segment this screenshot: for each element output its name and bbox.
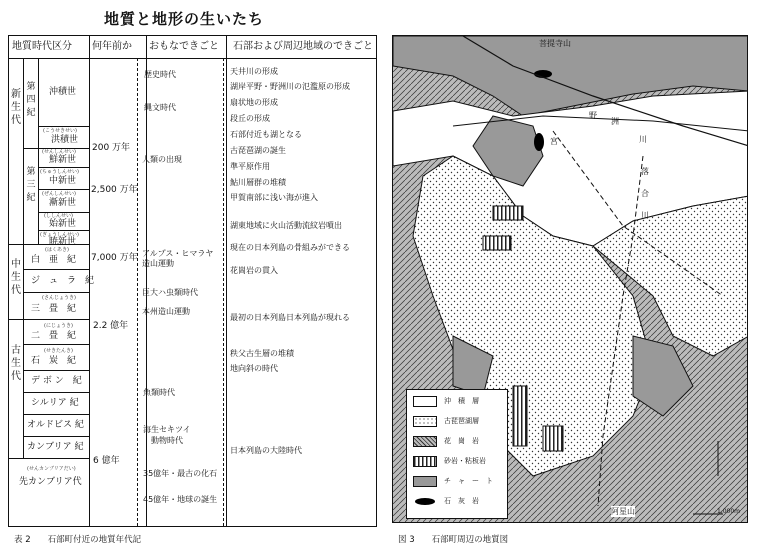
- period-jurassic: ジ ュ ラ 紀: [31, 276, 95, 286]
- legend-paleo-biwa: 古琵琶湖層: [413, 416, 503, 429]
- epoch-eocene: 始新世: [49, 219, 77, 229]
- local-paleo-biwa: 古琵琶湖の誕生: [230, 146, 286, 155]
- legend-sandstone: 砂岩・粘板岩: [413, 456, 503, 469]
- local-granite: 花崗岩の貫入: [230, 266, 278, 275]
- label-river2-a: 落: [641, 167, 649, 176]
- label-ami: 阿星山: [611, 507, 635, 516]
- epoch-diluvium: 洪積世: [51, 135, 79, 145]
- header-era-division: 地質時代区分: [12, 41, 72, 52]
- event-earth-birth: 45億年・地球の誕生: [143, 495, 218, 504]
- event-orogeny: 造山運動: [142, 259, 174, 268]
- years-70m: 7,000 万年: [91, 253, 138, 263]
- local-terrace: 段丘の形成: [230, 114, 270, 123]
- local-continental: 日本列島の大陸時代: [230, 446, 302, 455]
- era-paleozoic: 古 生 代: [11, 345, 21, 382]
- label-river1-c: 川: [639, 135, 647, 144]
- label-river2-c: 川: [641, 211, 649, 220]
- event-historical: 歴史時代: [144, 70, 176, 79]
- map-caption: 図 3 石部町周辺の地質図: [398, 535, 509, 545]
- header-years-ago: 何年前か: [92, 41, 132, 52]
- years-25m: 2,500 万年: [91, 185, 138, 195]
- event-reptiles: 巨大ハ虫類時代: [142, 288, 198, 297]
- legend-limestone: 石 灰 岩: [413, 496, 503, 509]
- label-miya: 宮: [550, 137, 558, 146]
- event-fish: 魚類時代: [143, 388, 175, 397]
- period-carboniferous: 石 炭 紀: [31, 356, 77, 366]
- period-ordovician: オルドビス 紀: [27, 420, 84, 430]
- era-precambrian: 先カンブリア代: [19, 477, 82, 487]
- map-legend: [406, 389, 508, 519]
- local-volcanic: 湖東地域に火山活動流紋岩噴出: [230, 221, 342, 230]
- legend-chert: チ ャ ー ト: [413, 476, 503, 489]
- local-alluvial-fan: 扇状地の形成: [230, 98, 278, 107]
- local-lakeshore-plain: 湖岸平野・野洲川の氾濫原の形成: [230, 82, 350, 91]
- period-devonian: デ ボ ン 紀: [31, 376, 82, 386]
- header-main-events: おもなできごと: [149, 41, 219, 52]
- local-tenjo-river: 天井川の形成: [230, 67, 278, 76]
- local-chichibu: 秩父古生層の堆積: [230, 349, 294, 358]
- epoch-oligocene: 漸新世: [49, 198, 77, 208]
- epoch-miocene: 中新世: [49, 176, 77, 186]
- years-220m: 2.2 億年: [93, 321, 129, 331]
- period-quaternary: 第 四 紀: [26, 82, 36, 118]
- period-cretaceous: 白 亜 紀: [31, 255, 77, 265]
- epoch-paleocene: 暁新世: [49, 237, 77, 247]
- local-ayukawa: 鮎川層群の堆積: [230, 178, 286, 187]
- label-river1-b: 洲: [611, 117, 619, 126]
- page-title: 地質と地形の生いたち: [104, 10, 265, 28]
- label-river1-a: 野: [589, 111, 597, 120]
- epoch-pliocene: 鮮新世: [49, 155, 77, 165]
- period-cambrian: カンブリア 紀: [27, 442, 84, 452]
- geologic-time-table: 地質時代区分 何年前か おもなできごと 石部および周辺地域のできごと 新 生 代 中 生 代 古 生 代 第 四 紀 第 三 紀 沖積世 (こうせきせい) 洪積世 (せんしんせい) 鮮新世 (ちゅうしんせい) 中新世 (ぜんしんせい) 漸新世 (ししんせい) 始新世 (ぎょうしんせい) 暁新世 (はくあき) 白 亜 紀 ジ ュ ラ 紀 (さんじょうき) 三 畳 紀 (にじょうき) 二 畳 紀 (せきたんき) 石 炭 紀 デ ボ ン 紀 シルリア 紀 オルドビス 紀 カンブリア 紀 (せんカンブリアだい) 先カンブリア代 200 万年 2,500 万年 7,000 万年 2.2 億年 6 億年 歴史時代 縄文時代 人類の出現 アルプス・ヒマラヤ 造山運動 巨大ハ虫類時代 本州造山運動 魚類時代 海生セキツイ 動物時代 35億年・最古の化石 45億年・地球の誕生 天井川の形成 湖岸平野・野洲川の氾濫原の形成 扇状地の形成 段丘の形成 石部付近も湖となる 古琵琶湖の誕生 準平原作用 鮎川層群の堆積 甲賀南部に浅い海が進入 湖東地域に火山活動流紋岩噴出 現在の日本列島の骨組みができる 花崗岩の貫入 最初の日本列島日本列島が現れる 秩父古生層の堆積 地向斜の時代 日本列島の大陸時代: [8, 35, 377, 527]
- period-permian: 二 畳 紀: [31, 331, 77, 341]
- era-mesozoic: 中 生 代: [11, 259, 21, 296]
- years-600m: 6 億年: [93, 456, 120, 466]
- event-jomon: 縄文時代: [144, 103, 176, 112]
- header-local-events: 石部および周辺地域のできごと: [233, 41, 373, 52]
- local-shallow-sea: 甲賀南部に浅い海が進入: [230, 193, 318, 202]
- label-scale: 1,000m: [717, 508, 741, 515]
- period-tertiary: 第 三 紀: [26, 167, 36, 203]
- event-humans: 人類の出現: [142, 155, 182, 164]
- local-lake: 石部付近も湖となる: [230, 130, 302, 139]
- period-triassic: 三 畳 紀: [31, 304, 77, 314]
- label-bodaiji: 菩提寺山: [539, 39, 571, 48]
- period-silurian: シルリア 紀: [31, 398, 79, 408]
- local-peneplain: 準平原作用: [230, 162, 270, 171]
- geologic-map: [392, 35, 748, 523]
- local-geosyncline: 地向斜の時代: [230, 364, 278, 373]
- event-animal-era: 動物時代: [151, 436, 183, 445]
- local-framework: 現在の日本列島の骨組みができる: [230, 243, 350, 252]
- table-caption: 表 2 石部町付近の地質年代記: [14, 535, 142, 545]
- epoch-alluvium: 沖積世: [49, 87, 77, 97]
- event-oldest-fossil: 35億年・最古の化石: [143, 469, 218, 478]
- legend-granite: 花 崗 岩: [413, 436, 503, 449]
- event-marine-vertebrates: 海生セキツイ: [143, 425, 191, 434]
- years-2m: 200 万年: [92, 143, 131, 153]
- legend-alluvium: 沖 積 層: [413, 396, 503, 409]
- label-river2-b: 合: [641, 189, 649, 198]
- local-first-archipelago: 最初の日本列島日本列島が現れる: [230, 313, 350, 322]
- event-honshu: 本州造山運動: [142, 307, 190, 316]
- era-cenozoic: 新 生 代: [11, 89, 21, 126]
- event-alpine: アルプス・ヒマラヤ: [142, 249, 214, 258]
